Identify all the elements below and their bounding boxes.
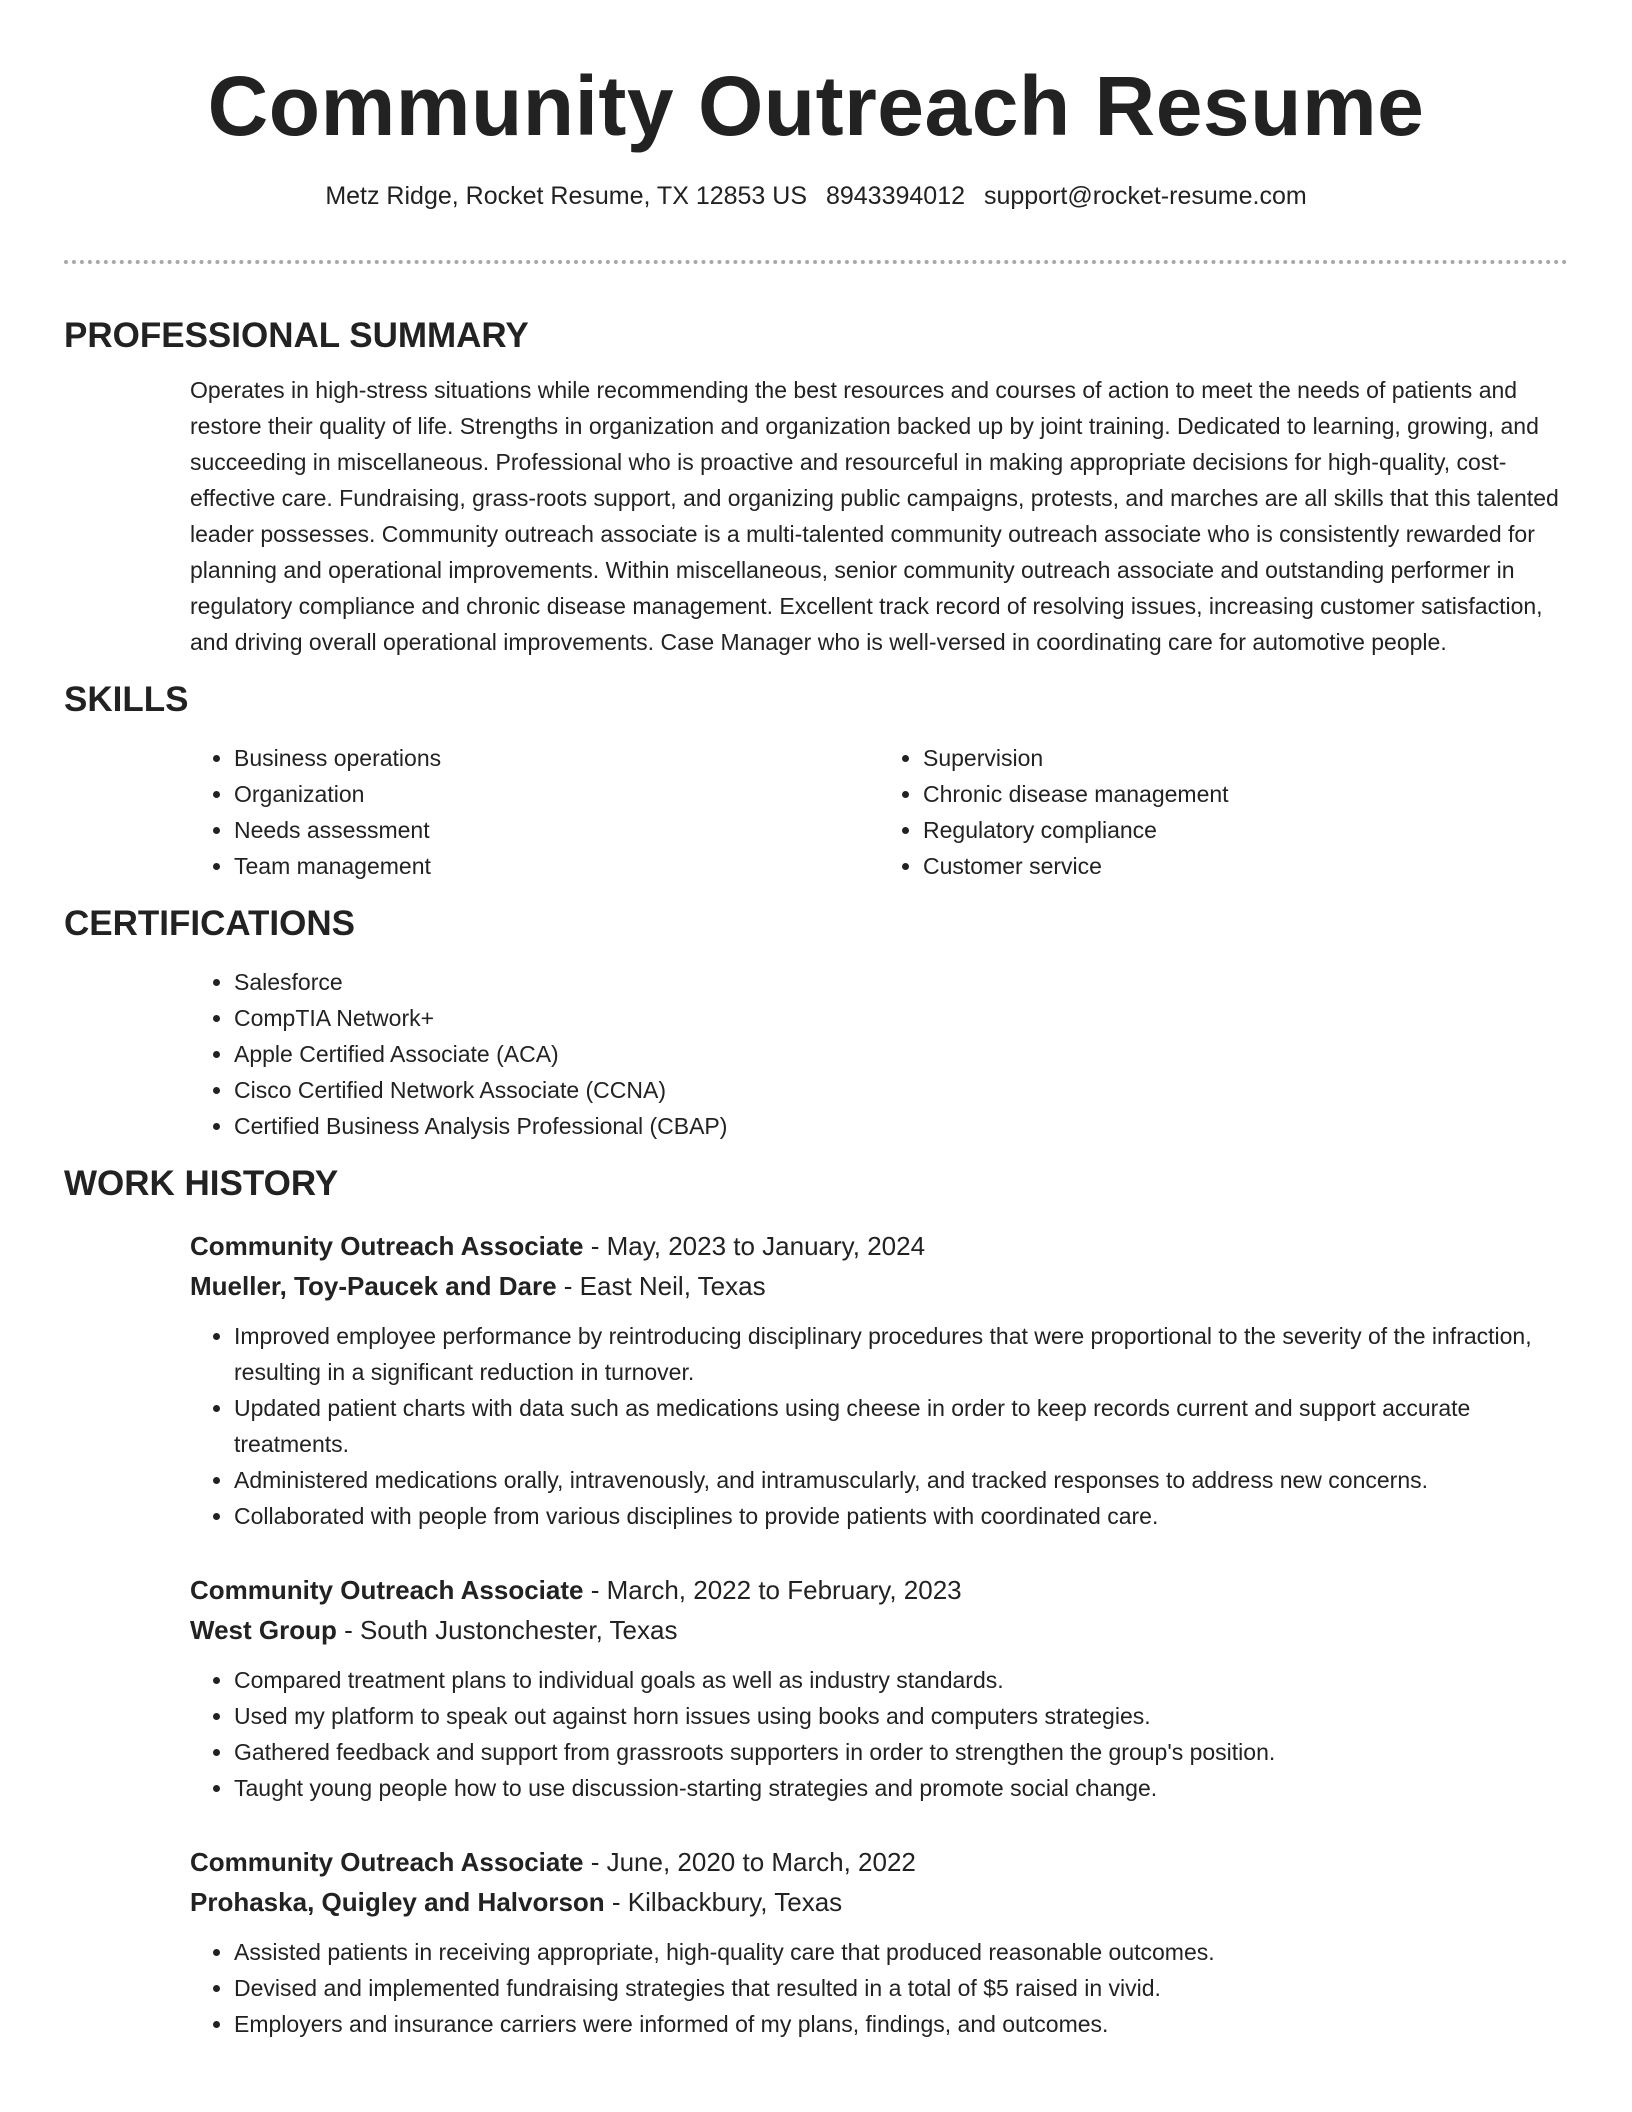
job-company-line	[190, 1610, 1568, 1650]
job-entry	[190, 1226, 1568, 1534]
certification-item: • Apple Certified Associate (ACA)	[234, 1036, 1568, 1072]
job-title-line	[190, 1570, 1568, 1610]
job-bullet: • Taught young people how to use discussion-starting strategies and promote social change.	[234, 1770, 1568, 1806]
job-company-line	[190, 1266, 1568, 1306]
job-company: Prohaska, Quigley and Halvorson	[190, 1887, 605, 1917]
job-dates: - June, 2020 to March, 2022	[583, 1847, 916, 1877]
skill-item: • Customer service	[923, 848, 1568, 884]
skill-item: • Organization	[234, 776, 879, 812]
certifications-list	[190, 964, 1568, 1144]
job-entry	[190, 1842, 1568, 2042]
job-company: Mueller, Toy-Paucek and Dare	[190, 1271, 557, 1301]
job-bullet: • Used my platform to speak out against horn issues using books and computers strategies.	[234, 1698, 1568, 1734]
section-title-work-history: WORK HISTORY	[64, 1164, 339, 1203]
skills-column-right	[879, 740, 1568, 884]
section-title-summary: PROFESSIONAL SUMMARY	[64, 316, 529, 355]
resume-title: Community Outreach Resume	[207, 59, 1425, 153]
job-bullet: • Improved employee performance by reintroducing disciplinary procedures that were proportional to the severity of the infraction, resulting in a significant reduction in turnover.	[234, 1318, 1568, 1390]
job-title: Community Outreach Associate	[190, 1847, 584, 1877]
skill-item: • Chronic disease management	[923, 776, 1568, 812]
contact-email: support@rocket-resume.com	[983, 182, 1307, 210]
skill-item: • Needs assessment	[234, 812, 879, 848]
job-bullet: • Administered medications orally, intravenously, and intramuscularly, and tracked responses to address new concerns.	[234, 1462, 1568, 1498]
certification-item: • CompTIA Network+	[234, 1000, 1568, 1036]
job-bullets	[190, 1662, 1568, 1806]
contact-phone: 8943394012	[825, 182, 966, 210]
job-bullet: • Updated patient charts with data such as medications using cheese in order to keep records current and support accurate treatments.	[234, 1390, 1568, 1462]
contact-address: Metz Ridge, Rocket Resume, TX 12853 US	[325, 182, 808, 210]
job-entry	[190, 1570, 1568, 1806]
skill-item: • Team management	[234, 848, 879, 884]
job-bullets	[190, 1934, 1568, 2042]
job-title-line	[190, 1842, 1568, 1882]
summary-text: Operates in high-stress situations while recommending the best resources and courses of action to meet the needs of patients and restore their quality of life. Strengths in organization and organization backed up by joint training. Dedicated to learning, growing, and succeeding in miscellaneous. Professional who is proactive and resourceful in making appropriate decisions for high-quality, cost-effective care. Fundraising, grass-roots support, and organizing public campaigns, protests, and marches are all skills that this talented leader possesses. Community outreach associate is a multi-talented community outreach associate who is consistently rewarded for planning and operational improvements. Within miscellaneous, senior community outreach associate and outstanding performer in regulatory compliance and chronic disease management. Excellent track record of resolving issues, increasing customer satisfaction, and driving overall operational improvements. Case Manager who is well-versed in coordinating care for automotive people.	[190, 377, 1559, 655]
job-bullet: • Assisted patients in receiving appropriate, high-quality care that produced reasonable outcomes.	[234, 1934, 1568, 1970]
work-history	[190, 1226, 1568, 2042]
certification-item: • Certified Business Analysis Professional (CBAP)	[234, 1108, 1568, 1144]
section-title-skills: SKILLS	[64, 680, 189, 719]
job-bullet: • Employers and insurance carriers were informed of my plans, findings, and outcomes.	[234, 2006, 1568, 2042]
skill-item: • Business operations	[234, 740, 879, 776]
job-bullet: • Compared treatment plans to individual goals as well as industry standards.	[234, 1662, 1568, 1698]
job-dates: - May, 2023 to January, 2024	[583, 1231, 926, 1261]
skill-item: • Supervision	[923, 740, 1568, 776]
job-title-line	[190, 1226, 1568, 1266]
job-location: - South Justonchester, Texas	[336, 1615, 678, 1645]
job-location: - East Neil, Texas	[556, 1271, 766, 1301]
job-dates: - March, 2022 to February, 2023	[583, 1575, 962, 1605]
header-divider	[64, 260, 1568, 264]
job-company-line	[190, 1882, 1568, 1922]
job-title: Community Outreach Associate	[190, 1231, 584, 1261]
certification-item: • Salesforce	[234, 964, 1568, 1000]
skills-list	[190, 740, 1568, 884]
contact-line	[64, 180, 1568, 212]
skills-column-left	[190, 740, 879, 884]
job-bullet: • Collaborated with people from various disciplines to provide patients with coordinated care.	[234, 1498, 1568, 1534]
skill-item: • Regulatory compliance	[923, 812, 1568, 848]
job-bullet: • Gathered feedback and support from grassroots supporters in order to strengthen the group's position.	[234, 1734, 1568, 1770]
job-bullet: • Devised and implemented fundraising strategies that resulted in a total of $5 raised in vivid.	[234, 1970, 1568, 2006]
job-location: - Kilbackbury, Texas	[604, 1887, 843, 1917]
section-title-certifications: CERTIFICATIONS	[64, 904, 356, 943]
resume-page	[64, 0, 1568, 2042]
job-company: West Group	[190, 1615, 337, 1645]
certification-item: • Cisco Certified Network Associate (CCNA)	[234, 1072, 1568, 1108]
job-title: Community Outreach Associate	[190, 1575, 584, 1605]
job-bullets	[190, 1318, 1568, 1534]
